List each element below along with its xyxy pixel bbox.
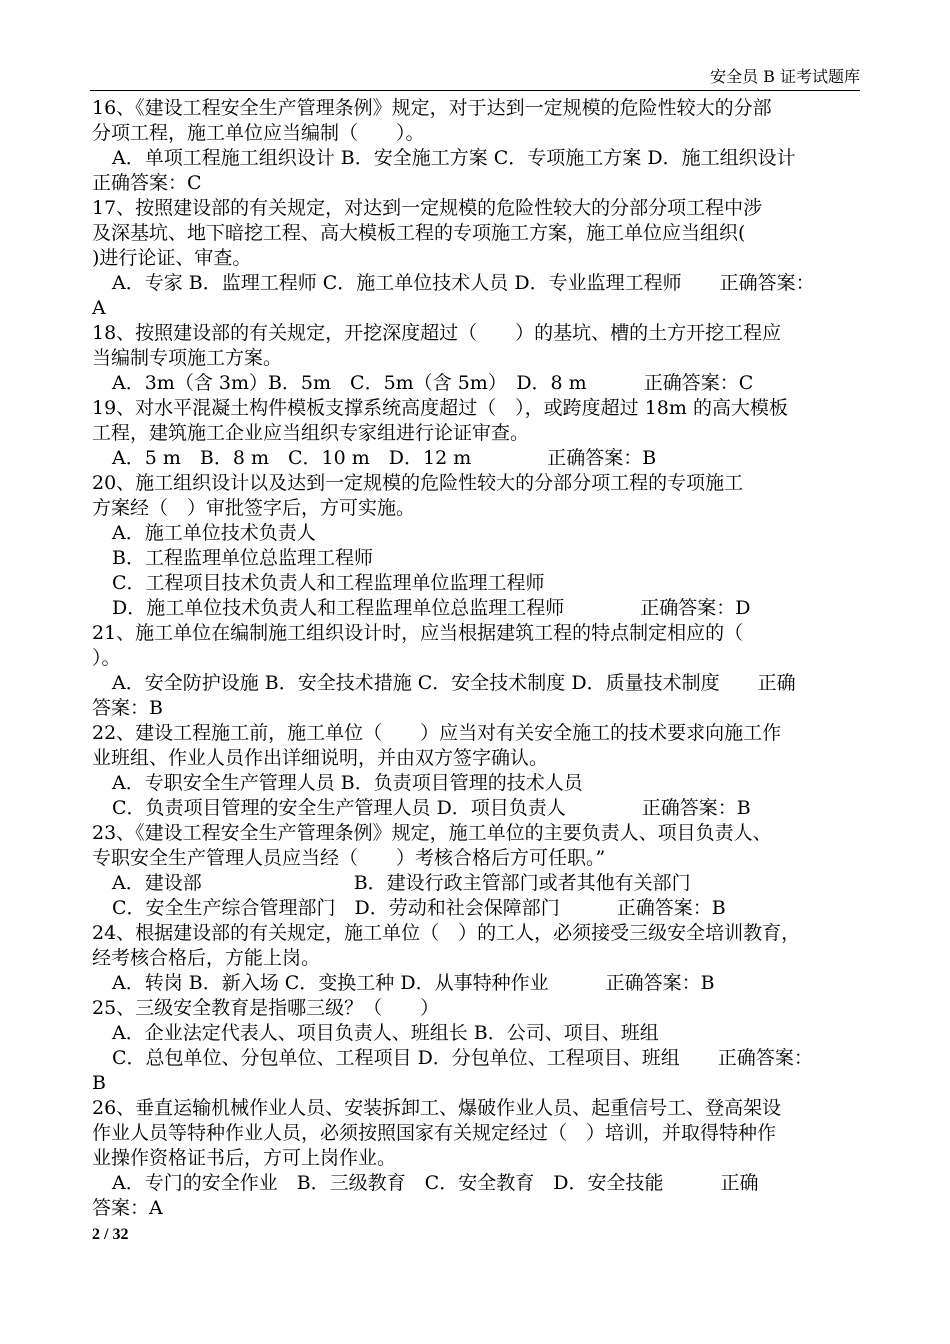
text-line: 21、施工单位在编制施工组织设计时，应当根据建筑工程的特点制定相应的（ (92, 622, 744, 644)
text-line: 专职安全生产管理人员应当经（ ）考核合格后方可任职。” (92, 847, 606, 869)
text-line: A．企业法定代表人、项目负责人、班组长 B．公司、项目、班组 (112, 1022, 659, 1044)
text-line: 18、按照建设部的有关规定，开挖深度超过（ ）的基坑、槽的土方开挖工程应 (92, 322, 782, 344)
text-line: 答案：B (92, 697, 163, 719)
text-line: )进行论证、审查。 (92, 247, 252, 269)
text-line: 作业人员等特种作业人员，必须按照国家有关规定经过（ ）培训，并取得特种作 (92, 1122, 777, 1144)
page-number: 2 / 32 (92, 1226, 129, 1243)
text-line: C．工程项目技术负责人和工程监理单位监理工程师 (112, 572, 545, 594)
text-line: 23、《建设工程安全生产管理条例》规定，施工单位的主要负责人、项目负责人、 (92, 822, 772, 844)
text-line: A．安全防护设施 B．安全技术措施 C．安全技术制度 D．质量技术制度 正确 (112, 672, 796, 694)
text-line: 工程，建筑施工企业应当组织专家组进行论证审查。 (92, 422, 530, 444)
text-line: 业操作资格证书后，方可上岗作业。 (92, 1147, 397, 1169)
text-line: 方案经（ ）审批签字后，方可实施。 (92, 497, 416, 519)
text-line: 17、按照建设部的有关规定，对达到一定规模的危险性较大的分部分项工程中涉 (92, 197, 763, 219)
document-body (92, 96, 867, 1221)
text-line: A．专门的安全作业 B．三级教育 C．安全教育 D．安全技能 正确 (112, 1172, 759, 1194)
text-line: A．建设部 B．建设行政主管部门或者其他有关部门 (112, 872, 691, 894)
text-line: 答案：A (92, 1197, 163, 1219)
text-line: 分项工程，施工单位应当编制（ ）。 (92, 122, 425, 144)
text-line: A．单项工程施工组织设计 B．安全施工方案 C．专项施工方案 D．施工组织设计 (112, 147, 796, 169)
text-line: 24、根据建设部的有关规定，施工单位（ ）的工人，必须接受三级安全培训教育， (92, 922, 801, 944)
text-line: A．专职安全生产管理人员 B．负责项目管理的技术人员 (112, 772, 583, 794)
text-line: A．3m（含 3m）B．5m C．5m（含 5m） D．8 m 正确答案：C (112, 372, 754, 394)
header-title: 安全员 B 证考试题库 (710, 67, 860, 86)
text-line: C．总包单位、分包单位、工程项目 D．分包单位、工程项目、班组 正确答案： (112, 1047, 813, 1069)
text-line: C．安全生产综合管理部门 D．劳动和社会保障部门 正确答案：B (112, 897, 726, 919)
text-line: C．负责项目管理的安全生产管理人员 D．项目负责人 正确答案：B (112, 797, 751, 819)
text-line: 16、《建设工程安全生产管理条例》规定，对于达到一定规模的危险性较大的分部 (92, 97, 772, 119)
text-line: 26、垂直运输机械作业人员、安装拆卸工、爆破作业人员、起重信号工、登高架设 (92, 1097, 782, 1119)
text-line: ）。 (92, 647, 121, 669)
text-line: A (92, 297, 106, 319)
text-line: 20、施工组织设计以及达到一定规模的危险性较大的分部分项工程的专项施工 (92, 472, 744, 494)
text-line: D．施工单位技术负责人和工程监理单位总监理工程师 正确答案：D (112, 597, 751, 619)
text-line: 经考核合格后，方能上岗。 (92, 947, 321, 969)
text-line: A．施工单位技术负责人 (112, 522, 316, 544)
text-line: B (92, 1072, 106, 1094)
page-header (90, 62, 860, 91)
text-line: A．专家 B．监理工程师 C．施工单位技术人员 D．专业监理工程师 正确答案： (112, 272, 815, 294)
text-line: 19、对水平混凝土构件模板支撑系统高度超过（ ），或跨度超过 18m 的高大模板 (92, 397, 788, 419)
text-line: 当编制专项施工方案。 (92, 347, 283, 369)
text-line: 正确答案：C (92, 172, 202, 194)
text-line: B．工程监理单位总监理工程师 (112, 547, 373, 569)
text-line: 22、建设工程施工前，施工单位（ ）应当对有关安全施工的技术要求向施工作 (92, 722, 782, 744)
text-line: 业班组、作业人员作出详细说明，并由双方签字确认。 (92, 747, 549, 769)
text-line: 及深基坑、地下暗挖工程、高大模板工程的专项施工方案，施工单位应当组织( (92, 222, 746, 244)
text-line: 25、三级安全教育是指哪三级？（ ） (92, 997, 440, 1019)
text-line: A．5 m B．8 m C．10 m D．12 m 正确答案：B (112, 447, 657, 469)
text-line: A．转岗 B．新入场 C．变换工种 D．从事特种作业 正确答案：B (112, 972, 715, 994)
